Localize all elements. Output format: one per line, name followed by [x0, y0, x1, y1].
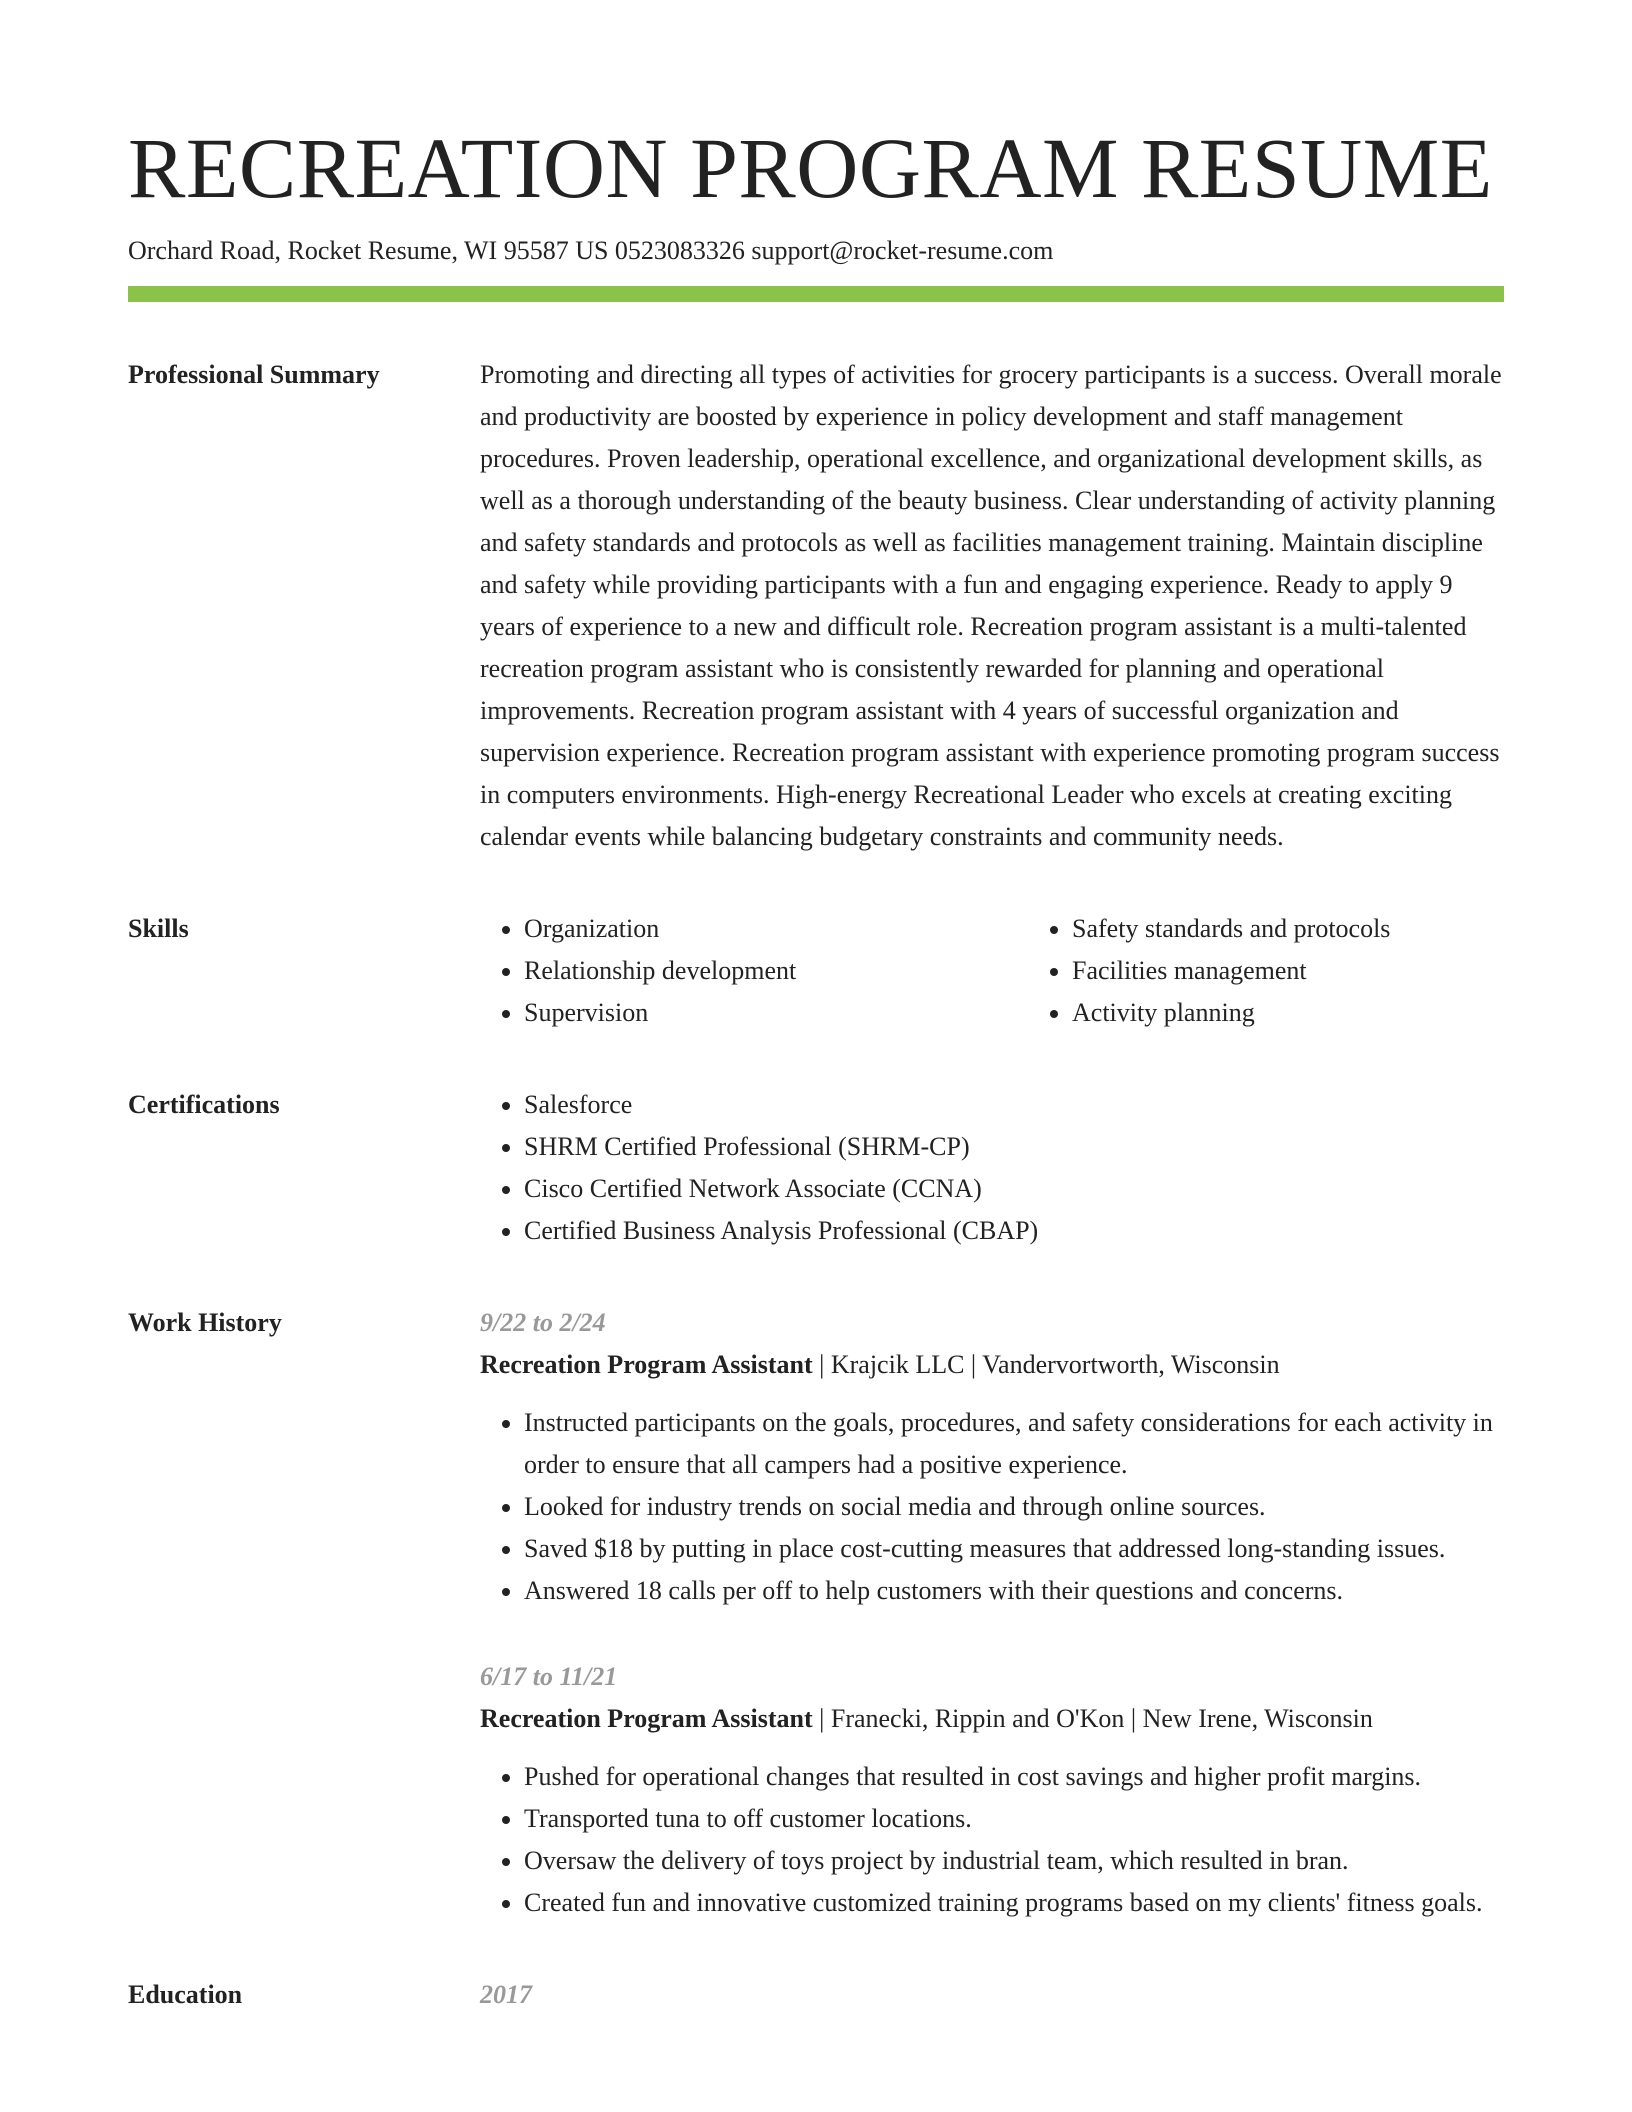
job-heading — [480, 1698, 1504, 1740]
section-label-summary: Professional Summary — [128, 360, 380, 389]
job-title: Recreation Program Assistant — [480, 1350, 813, 1379]
summary-text: Promoting and directing all types of activities for grocery participants is a success. Overall morale and productivity are boosted by experience in policy development and staff management procedures. Proven leadership, operational excellence, and organizational development skills, as well as a thorough understanding of the beauty business. Clear understanding of activity planning and safety standards and protocols as well as facilities management training. Maintain discipline and safety while providing participants with a fun and engaging experience. Ready to apply 9 years of experience to a new and difficult role. Recreation program assistant is a multi-talented recreation program assistant who is consistently rewarded for planning and operational improvements. Recreation program assistant with 4 years of successful organization and supervision experience. Recreation program assistant with experience promoting program success in computers environments. High-energy Recreational Leader who excels at creating exciting calendar events while balancing budgetary constraints and community needs. — [480, 360, 1502, 851]
skills-list-left — [480, 908, 1028, 1034]
skill-item: • Relationship development — [524, 950, 1028, 992]
certification-item: • Certified Business Analysis Professional (CBAP) — [524, 1210, 1504, 1252]
job-entry — [480, 1302, 1504, 1612]
job-details: | Krajcik LLC | Vandervortworth, Wisconsin — [812, 1350, 1280, 1379]
job-bullet: • Looked for industry trends on social media and through online sources. — [524, 1486, 1504, 1528]
job-title: Recreation Program Assistant — [480, 1704, 813, 1733]
job-bullet: • Oversaw the delivery of toys project by industrial team, which resulted in bran. — [524, 1840, 1504, 1882]
job-bullet: • Saved $18 by putting in place cost-cutting measures that addressed long-standing issues. — [524, 1528, 1504, 1570]
contact-line: Orchard Road, Rocket Resume, WI 95587 US 0523083326 support@rocket-resume.com — [128, 236, 1054, 265]
section-label-education: Education — [128, 1980, 243, 2009]
education-section — [128, 1974, 1504, 2016]
section-label-work-history: Work History — [128, 1308, 282, 1337]
resume-page — [128, 118, 1504, 2016]
certification-item: • SHRM Certified Professional (SHRM-CP) — [524, 1126, 1504, 1168]
skill-item: • Activity planning — [1072, 992, 1576, 1034]
skill-item: • Safety standards and protocols — [1072, 908, 1576, 950]
skills-section — [128, 908, 1504, 1034]
work-history-section — [128, 1302, 1504, 1924]
job-bullet: • Answered 18 calls per off to help customers with their questions and concerns. — [524, 1570, 1504, 1612]
summary-section — [128, 354, 1504, 858]
skill-item: • Facilities management — [1072, 950, 1576, 992]
education-dates: 2017 — [480, 1980, 532, 2009]
job-heading — [480, 1344, 1504, 1386]
job-entry — [480, 1656, 1504, 1924]
job-bullets — [480, 1756, 1504, 1924]
job-bullets — [480, 1402, 1504, 1612]
section-label-skills: Skills — [128, 914, 189, 943]
accent-divider — [128, 286, 1504, 302]
job-details: | Franecki, Rippin and O'Kon | New Irene, Wisconsin — [812, 1704, 1373, 1733]
job-dates: 9/22 to 2/24 — [480, 1308, 606, 1337]
job-dates: 6/17 to 11/21 — [480, 1662, 618, 1691]
job-bullet: • Instructed participants on the goals, procedures, and safety considerations for each activity in order to ensure that all campers had a positive experience. — [524, 1402, 1504, 1486]
skill-item: • Organization — [524, 908, 1028, 950]
certifications-section — [128, 1084, 1504, 1252]
certifications-list — [480, 1084, 1504, 1252]
job-bullet: • Created fun and innovative customized training programs based on my clients' fitness goals. — [524, 1882, 1504, 1924]
page-title: RECREATION PROGRAM RESUME — [128, 120, 1493, 216]
section-label-certifications: Certifications — [128, 1090, 280, 1119]
certification-item: • Salesforce — [524, 1084, 1504, 1126]
certification-item: • Cisco Certified Network Associate (CCNA) — [524, 1168, 1504, 1210]
skills-list-right — [1028, 908, 1576, 1034]
skill-item: • Supervision — [524, 992, 1028, 1034]
job-bullet: • Transported tuna to off customer locations. — [524, 1798, 1504, 1840]
job-bullet: • Pushed for operational changes that resulted in cost savings and higher profit margins. — [524, 1756, 1504, 1798]
